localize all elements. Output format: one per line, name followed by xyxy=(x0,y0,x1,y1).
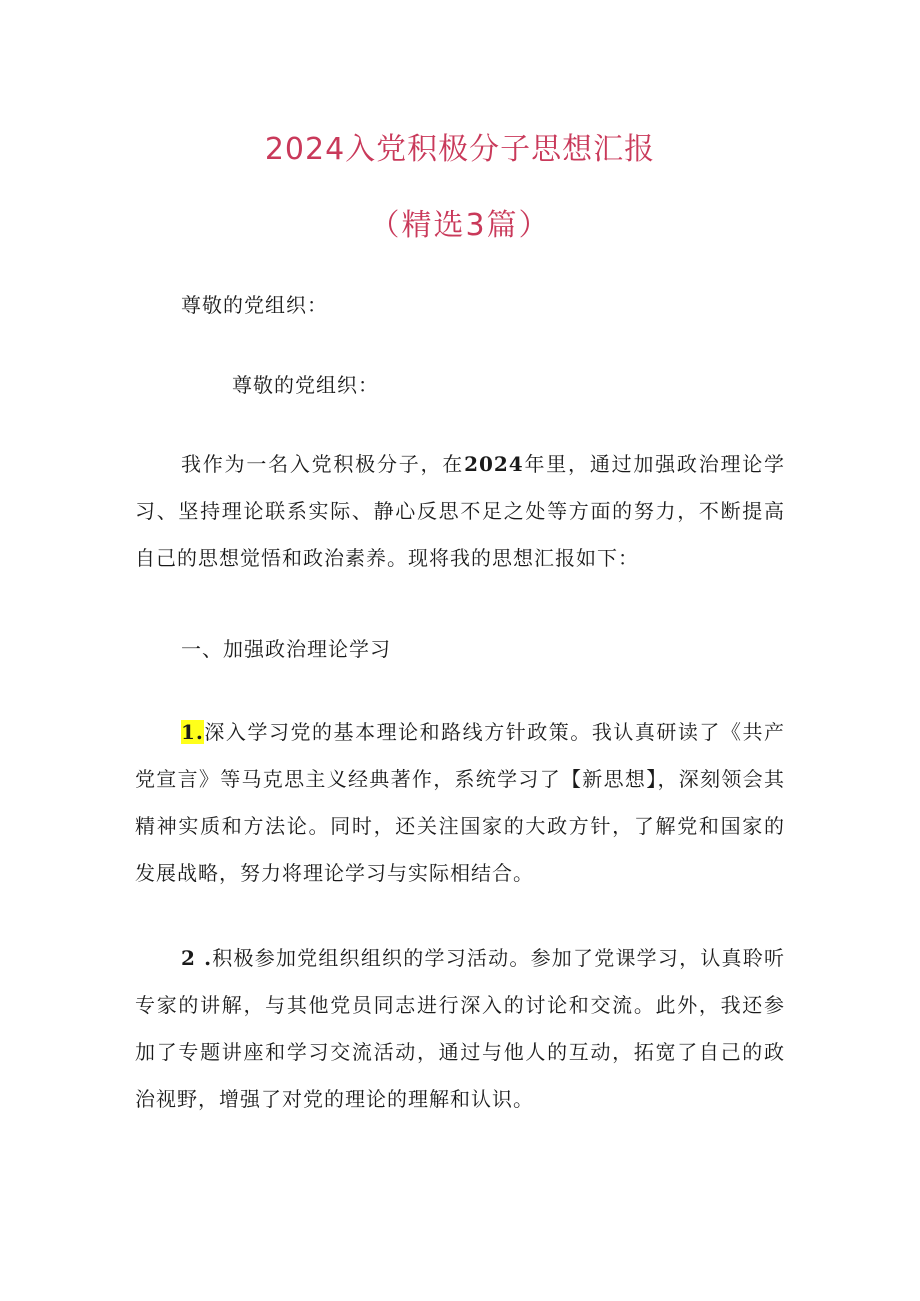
salutation-1: 尊敬的党组织： xyxy=(181,293,328,317)
item-1-paragraph xyxy=(135,709,785,897)
section-1-heading: 一、加强政治理论学习 xyxy=(181,637,391,661)
intro-text-before-year: 我作为一名入党积极分子，在 xyxy=(181,452,465,476)
item-2-paragraph xyxy=(135,935,785,1123)
item-2-number: 2 . xyxy=(181,946,213,970)
item-1-text: 深入学习党的基本理论和路线方针政策。我认真研读了《共产党宣言》等马克思主义经典著作，系统学习了【新思想】，深刻领会其精神实质和方法论。同时，还关注国家的大政方针，了解党和国家的发展战略，努力将理论学习与实际相结合。 xyxy=(135,720,785,885)
item-1-number-highlighted: 1. xyxy=(181,720,204,744)
item-2-text: 积极参加党组织组织的学习活动。参加了党课学习，认真聆听专家的讲解，与其他党员同志进行深入的讨论和交流。此外，我还参加了专题讲座和学习交流活动，通过与他人的互动，拓宽了自己的政治视野，增强了对党的理论的理解和认识。 xyxy=(135,946,785,1111)
document-title: 2024入党积极分子思想汇报 xyxy=(264,132,656,167)
intro-year: 2024 xyxy=(464,452,524,476)
intro-text-after-year: 年里，通过加强政治理论学习、坚持理论联系实际、静心反思不足之处等方面的努力，不断提高自己的思想觉悟和政治素养。现将我的思想汇报如下： xyxy=(135,452,786,570)
salutation-2: 尊敬的党组织： xyxy=(232,373,379,397)
intro-paragraph xyxy=(135,441,785,582)
document-subtitle: （精选3篇） xyxy=(369,208,551,243)
